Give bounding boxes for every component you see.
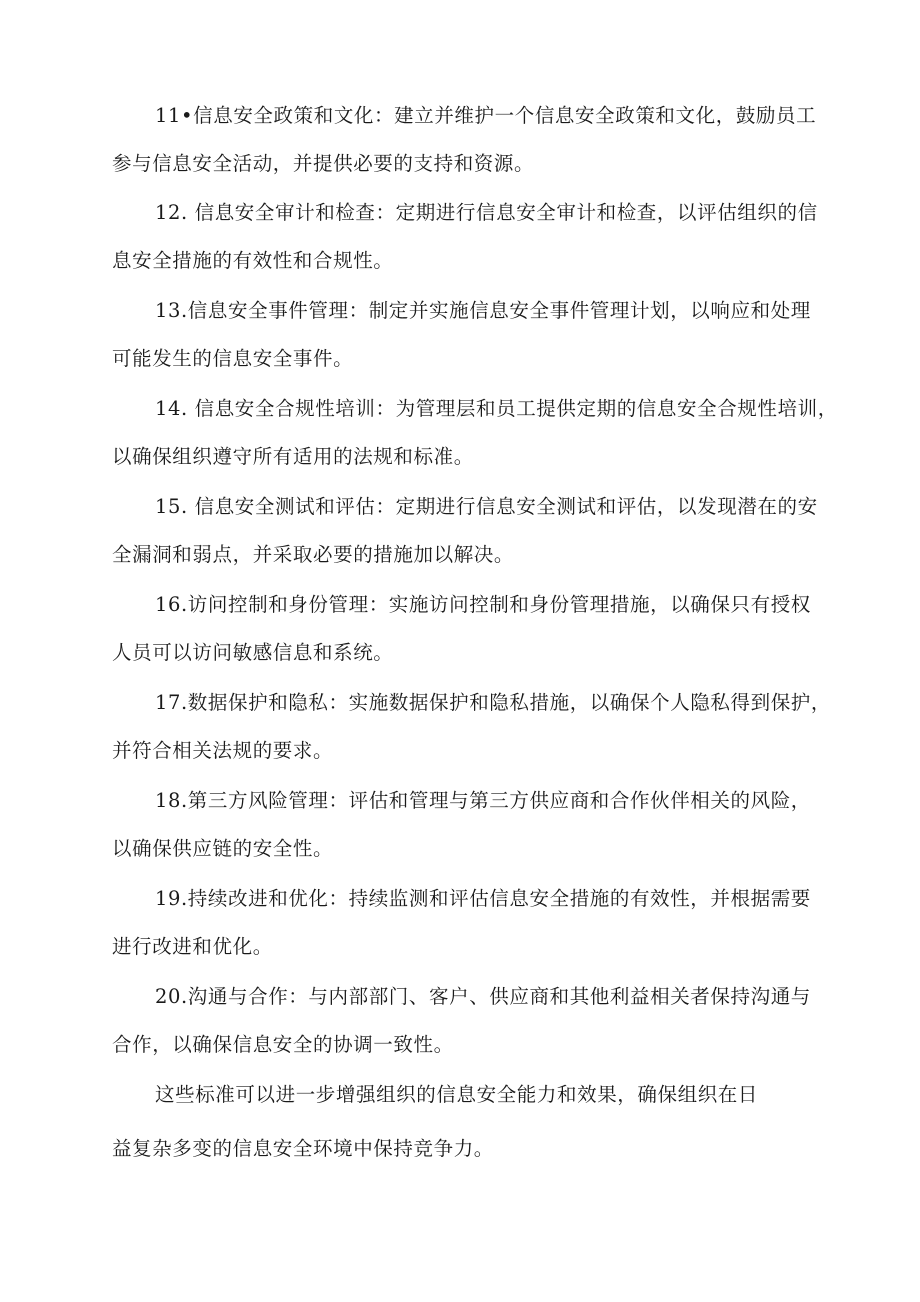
- paragraph-line: 可能发生的信息安全事件。: [112, 347, 354, 370]
- paragraph-line: 这些标准可以进一步增强组织的信息安全能力和效果，确保组织在日: [155, 1083, 759, 1106]
- paragraph-line: 11•信息安全政策和文化：建立并维护一个信息安全政策和文化，鼓励员工: [155, 104, 817, 127]
- paragraph-line: 参与信息安全活动，并提供必要的支持和资源。: [112, 152, 535, 175]
- paragraph-line: 15. 信息安全测试和评估：定期进行信息安全测试和评估，以发现潜在的安: [155, 495, 818, 518]
- paragraph-line: 益复杂多变的信息安全环境中保持竞争力。: [112, 1137, 494, 1160]
- paragraph-line: 19.持续改进和优化：持续监测和评估信息安全措施的有效性，并根据需要: [155, 887, 811, 910]
- paragraph-item-13: [112, 287, 812, 383]
- paragraph-line: 人员可以访问敏感信息和系统。: [112, 641, 394, 664]
- paragraph-line: 以确保供应链的安全性。: [112, 837, 334, 860]
- paragraph-item-17: [112, 679, 832, 775]
- paragraph-item-14: [112, 385, 838, 481]
- closing-paragraph: [112, 1071, 812, 1173]
- paragraph-line: 合作，以确保信息安全的协调一致性。: [112, 1033, 454, 1056]
- paragraph-item-15: [112, 483, 818, 579]
- paragraph-line: 17.数据保护和隐私：实施数据保护和隐私措施，以确保个人隐私得到保护，: [155, 691, 832, 714]
- paragraph-line: 14. 信息安全合规性培训：为管理层和员工提供定期的信息安全合规性培训，: [155, 397, 838, 420]
- paragraph-line: 息安全措施的有效性和合规性。: [112, 249, 394, 272]
- paragraph-line: 18.第三方风险管理：评估和管理与第三方供应商和合作伙伴相关的风险，: [155, 789, 811, 812]
- paragraph-item-11: [112, 92, 817, 188]
- paragraph-line: 20.沟通与合作：与内部部门、客户、供应商和其他利益相关者保持沟通与: [155, 985, 811, 1008]
- paragraph-item-18: [112, 777, 812, 873]
- paragraph-line: 以确保组织遵守所有适用的法规和标准。: [112, 445, 474, 468]
- paragraph-item-19: [112, 875, 812, 971]
- paragraph-line: 并符合相关法规的要求。: [112, 739, 334, 762]
- paragraph-line: 进行改进和优化。: [112, 935, 273, 958]
- paragraph-line: 12. 信息安全审计和检查：定期进行信息安全审计和检查，以评估组织的信: [155, 201, 818, 224]
- paragraph-line: 全漏洞和弱点，并采取必要的措施加以解决。: [112, 543, 515, 566]
- paragraph-item-16: [112, 581, 812, 677]
- paragraph-item-20: [112, 973, 812, 1069]
- paragraph-line: 13.信息安全事件管理：制定并实施信息安全事件管理计划，以响应和处理: [155, 299, 811, 322]
- paragraph-line: 16.访问控制和身份管理：实施访问控制和身份管理措施，以确保只有授权: [155, 593, 811, 616]
- paragraph-item-12: [112, 189, 818, 285]
